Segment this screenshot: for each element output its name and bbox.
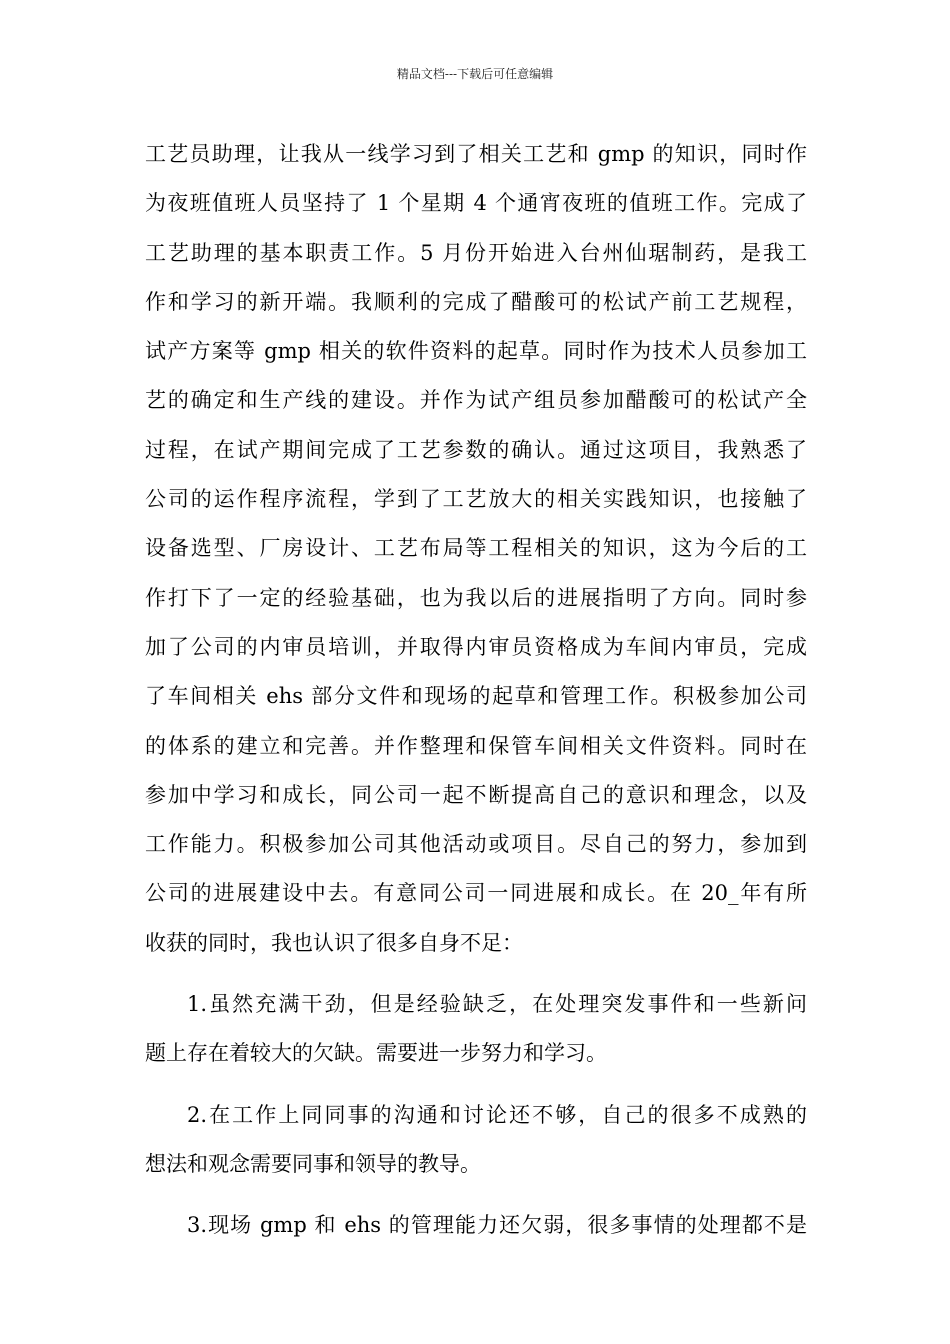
paragraph-line: 收获的同时，我也认识了很多自身不足： [145,930,523,955]
paragraph-line: 了车间相关 ehs 部分文件和现场的起草和管理工作。积极参加公司 [145,684,807,709]
paragraph-line: 为夜班值班人员坚持了 1 个星期 4 个通宵夜班的值班工作。完成了 [145,191,807,216]
paragraph-line: 艺的确定和生产线的建设。并作为试产组员参加醋酸可的松试产全 [145,388,807,413]
list-item-line: 想法和观念需要同事和领导的教导。 [145,1151,481,1176]
list-item-line: 1.虽然充满干劲，但是经验缺乏，在处理突发事件和一些新问 [187,992,807,1017]
paragraph-line: 设备选型、厂房设计、工艺布局等工程相关的知识，这为今后的工 [145,536,807,561]
list-item [145,1091,807,1190]
paragraph-line: 公司的进展建设中去。有意同公司一同进展和成长。在 20_年有所 [145,881,807,906]
paragraph-line: 作打下了一定的经验基础，也为我以后的进展指明了方向。同时参 [145,585,807,610]
paragraph-line: 过程，在试产期间完成了工艺参数的确认。通过这项目，我熟悉了 [145,437,807,462]
paragraph-line: 工艺员助理，让我从一线学习到了相关工艺和 gmp 的知识，同时作 [145,142,807,166]
list-item [145,1201,807,1250]
page-header: 精品文档---下载后可任意编辑 [396,67,554,81]
paragraph-line: 参加中学习和成长，同公司一起不断提高自己的意识和理念，以及 [145,782,807,807]
list-item [145,980,807,1079]
list-item-line: 3.现场 gmp 和 ehs 的管理能力还欠弱，很多事情的处理都不是 [187,1213,807,1238]
main-paragraph [145,130,807,968]
paragraph-line: 加了公司的内审员培训，并取得内审员资格成为车间内审员，完成 [145,634,807,659]
list-item-line: 题上存在着较大的欠缺。需要进一步努力和学习。 [145,1041,607,1066]
paragraph-line: 试产方案等 gmp 相关的软件资料的起草。同时作为技术人员参加工 [145,339,807,364]
paragraph-line: 工作能力。积极参加公司其他活动或项目。尽自己的努力，参加到 [145,832,807,857]
paragraph-line: 的体系的建立和完善。并作整理和保管车间相关文件资料。同时在 [145,733,807,758]
paragraph-line: 工艺助理的基本职责工作。5 月份开始进入台州仙琚制药，是我工 [145,240,807,265]
document-body [145,130,807,1251]
paragraph-line: 公司的运作程序流程，学到了工艺放大的相关实践知识，也接触了 [145,487,807,512]
list-item-line: 2.在工作上同同事的沟通和讨论还不够，自己的很多不成熟的 [187,1102,807,1127]
paragraph-line: 作和学习的新开端。我顺利的完成了醋酸可的松试产前工艺规程， [145,289,807,314]
